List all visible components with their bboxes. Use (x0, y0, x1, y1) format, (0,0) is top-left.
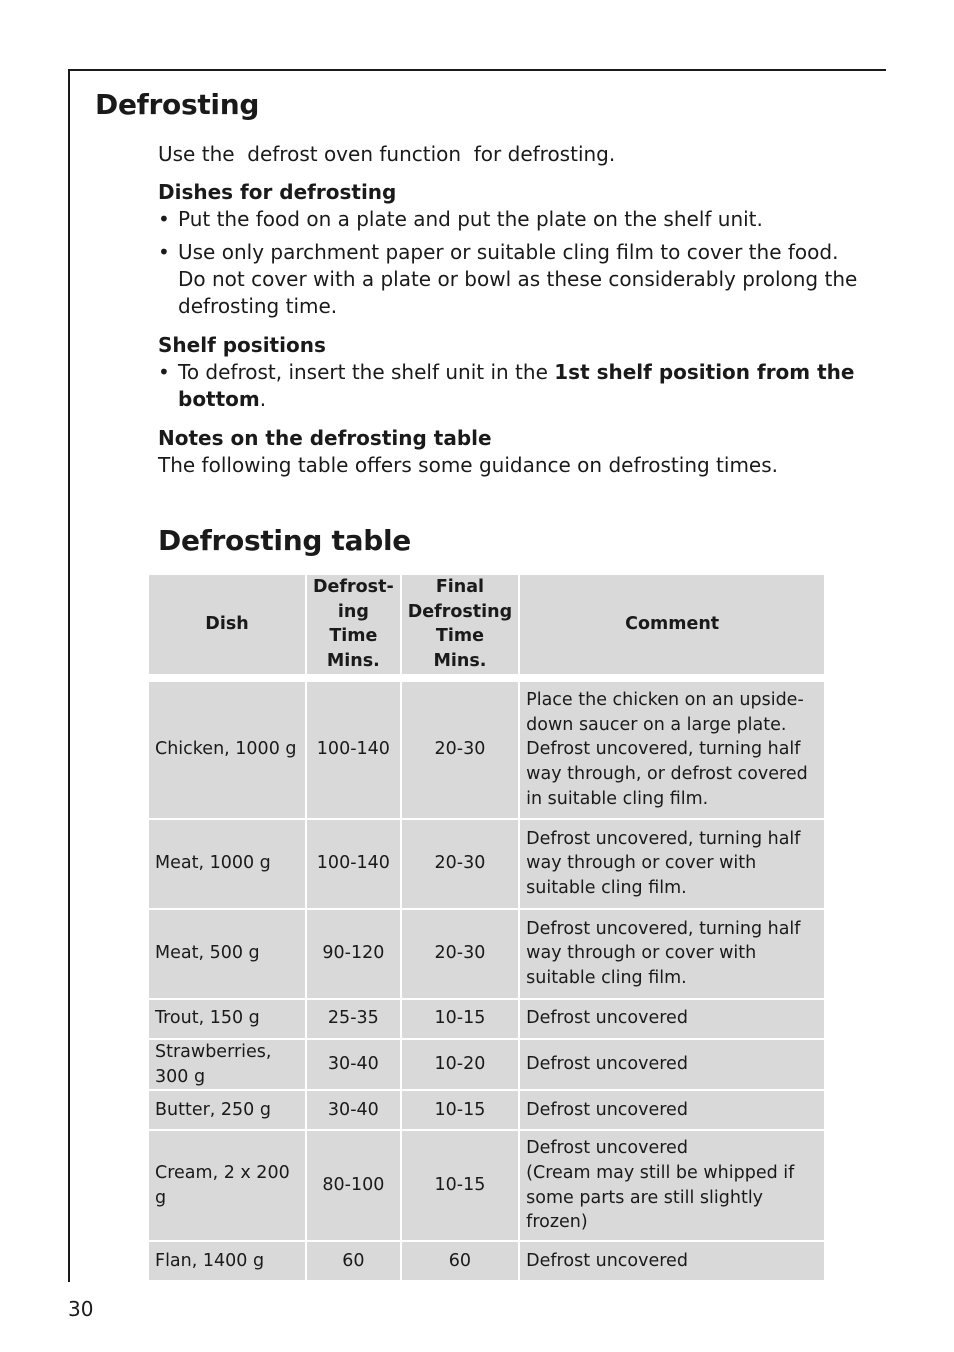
main-content (158, 141, 858, 479)
table-row (149, 820, 824, 908)
table-row (149, 1091, 824, 1129)
table-header-row (149, 575, 824, 674)
cell-final: 10-15 (402, 1131, 518, 1240)
cell-comment: Defrost uncovered (520, 1242, 824, 1280)
notes-text: The following table offers some guidance on defrosting times. (158, 453, 779, 477)
cell-dish: Meat, 1000 g (149, 820, 305, 908)
cell-time: 90-120 (307, 910, 400, 998)
bullet-text: To defrost, insert the shelf unit in the (178, 360, 555, 384)
cell-dish: Butter, 250 g (149, 1091, 305, 1129)
table-heading: Defrosting table (158, 524, 411, 557)
cell-comment: Defrost uncovered (520, 1091, 824, 1129)
header-comment: Comment (520, 575, 824, 674)
cell-time: 60 (307, 1242, 400, 1280)
table-row (149, 910, 824, 998)
cell-final: 20-30 (402, 682, 518, 818)
cell-dish: Meat, 500 g (149, 910, 305, 998)
cell-comment: Defrost uncovered (520, 1040, 824, 1089)
bullet-text: Use only parchment paper or suitable cling film to cover the food. Do not cover with a plate or bowl as these considerably prolong the defrosting time. (178, 240, 858, 318)
table-row (149, 682, 824, 818)
cell-dish: Chicken, 1000 g (149, 682, 305, 818)
defrosting-table (147, 573, 826, 1282)
table-row (149, 1242, 824, 1280)
cell-comment: Place the chicken on an upside-down saucer on a large plate. Defrost uncovered, turning half way through, or defrost covered in suitable cling film. (520, 682, 824, 818)
bullet-text: Put the food on a plate and put the plate on the shelf unit. (178, 207, 763, 231)
header-dish: Dish (149, 575, 305, 674)
cell-comment: Defrost uncovered, turning half way through or cover with suitable cling film. (520, 820, 824, 908)
cell-time: 100-140 (307, 820, 400, 908)
shelf-bullet-list (158, 359, 858, 413)
dishes-bullet-list (158, 206, 858, 320)
cell-dish: Flan, 1400 g (149, 1242, 305, 1280)
cell-final: 20-30 (402, 820, 518, 908)
left-rule (68, 69, 70, 1282)
cell-time: 100-140 (307, 682, 400, 818)
notes-section-title: Notes on the defrosting table (158, 426, 492, 450)
cell-time: 30-40 (307, 1091, 400, 1129)
header-defrosting-time: Defrost- ing Time Mins. (307, 575, 400, 674)
table-row (149, 1000, 824, 1038)
cell-time: 80-100 (307, 1131, 400, 1240)
table-row (149, 1131, 824, 1240)
cell-final: 60 (402, 1242, 518, 1280)
header-gap (149, 676, 824, 680)
cell-dish: Strawberries, 300 g (149, 1040, 305, 1089)
cell-comment: Defrost uncovered, turning half way through or cover with suitable cling film. (520, 910, 824, 998)
bullet-icon: • (158, 207, 170, 231)
list-item (158, 239, 858, 320)
shelf-section-title: Shelf positions (158, 333, 326, 357)
cell-dish: Cream, 2 x 200 g (149, 1131, 305, 1240)
cell-dish: Trout, 150 g (149, 1000, 305, 1038)
bullet-suffix: . (259, 387, 267, 411)
cell-comment: Defrost uncovered (520, 1000, 824, 1038)
dishes-section-title: Dishes for defrosting (158, 180, 397, 204)
cell-time: 25-35 (307, 1000, 400, 1038)
cell-final: 20-30 (402, 910, 518, 998)
bullet-icon: • (158, 240, 170, 264)
list-item (158, 359, 858, 413)
table-row (149, 1040, 824, 1089)
top-rule (68, 69, 886, 71)
intro-text: Use the defrost oven function for defrosting. (158, 142, 616, 166)
bullet-bold-text: 1st shelf position from the bottom (178, 360, 855, 411)
cell-final: 10-20 (402, 1040, 518, 1089)
header-final-defrosting-time: Final Defrosting Time Mins. (402, 575, 518, 674)
cell-comment: Defrost uncovered (Cream may still be whipped if some parts are still slightly frozen) (520, 1131, 824, 1240)
page-number: 30 (68, 1297, 94, 1321)
page-heading: Defrosting (95, 88, 260, 121)
cell-time: 30-40 (307, 1040, 400, 1089)
bullet-icon: • (158, 360, 170, 384)
cell-final: 10-15 (402, 1091, 518, 1129)
list-item (158, 206, 858, 233)
cell-final: 10-15 (402, 1000, 518, 1038)
